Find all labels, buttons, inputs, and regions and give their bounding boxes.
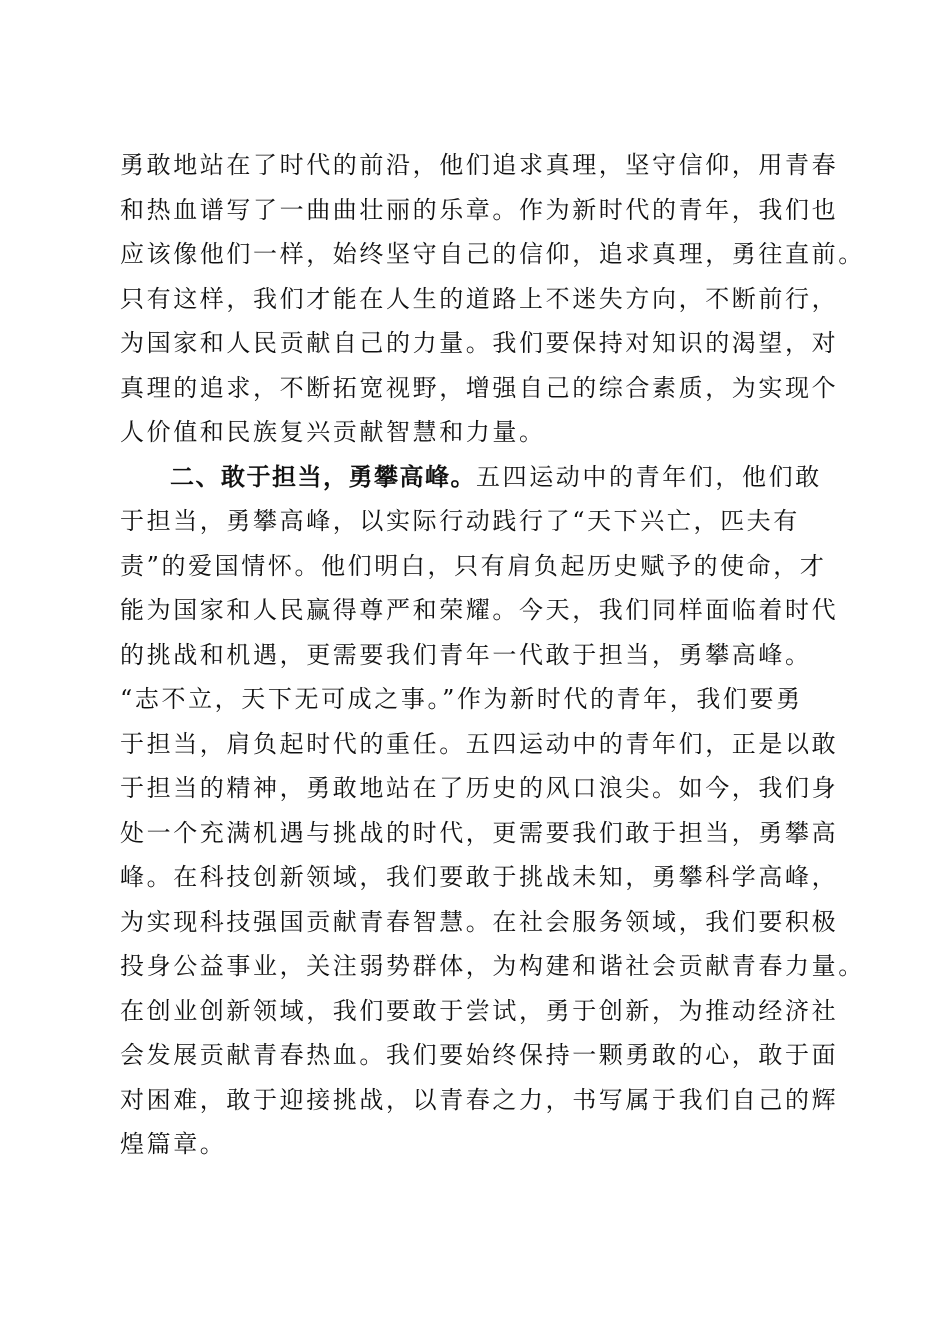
paragraph-line: 为国家和人民贡献自己的力量。我们要保持对知识的渴望，对 (120, 329, 839, 357)
paragraph-line: 的挑战和机遇，更需要我们青年一代敢于担当，勇攀高峰。 (120, 640, 812, 669)
paragraph-line: 责”的爱国情怀。他们明白，只有肩负起历史赋予的使命，才 (120, 551, 827, 580)
paragraph-line: 只有这样，我们才能在人生的道路上不迷失方向，不断前行， (120, 284, 839, 313)
paragraph-line: 真理的追求，不断拓宽视野，增强自己的综合素质，为实现个 (120, 373, 839, 402)
paragraph-line: “志不立，天下无可成之事。”作为新时代的青年，我们要勇 (120, 685, 803, 713)
paragraph-line: 能为国家和人民赢得尊严和荣耀。今天，我们同样面临着时代 (120, 596, 839, 624)
paragraph-line: 和热血谱写了一曲曲壮丽的乐章。作为新时代的青年，我们也 (120, 195, 839, 224)
section-heading: 二、敢于担当，勇攀高峰。 (170, 462, 476, 491)
paragraph-line: 处一个充满机遇与挑战的时代，更需要我们敢于担当，勇攀高 (120, 818, 839, 847)
paragraph-line: 于担当，勇攀高峰，以实际行动践行了“天下兴亡，匹夫有 (120, 507, 800, 535)
paragraph-text: 五四运动中的青年们，他们敢 (476, 462, 822, 491)
paragraph-line: 投身公益事业，关注弱势群体，为构建和谐社会贡献青春力量。 (120, 952, 865, 980)
paragraph-line: 人价值和民族复兴贡献智慧和力量。 (120, 418, 546, 446)
paragraph-line: 煌篇章。 (120, 1130, 227, 1158)
paragraph-line: 会发展贡献青春热血。我们要始终保持一颗勇敢的心，敢于面 (120, 1041, 839, 1069)
paragraph-line: 对困难，敢于迎接挑战，以青春之力，书写属于我们自己的辉 (120, 1085, 839, 1114)
paragraph-line: 峰。在科技创新领域，我们要敢于挑战未知，勇攀科学高峰， (120, 863, 839, 891)
paragraph-line: 为实现科技强国贡献青春智慧。在社会服务领域，我们要积极 (120, 907, 839, 936)
paragraph-line: 于担当的精神，勇敢地站在了历史的风口浪尖。如今，我们身 (120, 774, 839, 802)
paragraph-2 (120, 455, 865, 1167)
paragraph-1 (120, 143, 865, 455)
paragraph-line: 在创业创新领域，我们要敢于尝试，勇于创新，为推动经济社 (120, 996, 839, 1025)
paragraph-line: 应该像他们一样，始终坚守自己的信仰，追求真理，勇往直前。 (120, 240, 865, 268)
paragraph-first-line (120, 455, 840, 500)
paragraph-line: 于担当，肩负起时代的重任。五四运动中的青年们，正是以敢 (120, 729, 839, 758)
paragraph-line: 勇敢地站在了时代的前沿，他们追求真理，坚守信仰，用青春 (120, 151, 839, 179)
document-body (120, 143, 865, 1167)
